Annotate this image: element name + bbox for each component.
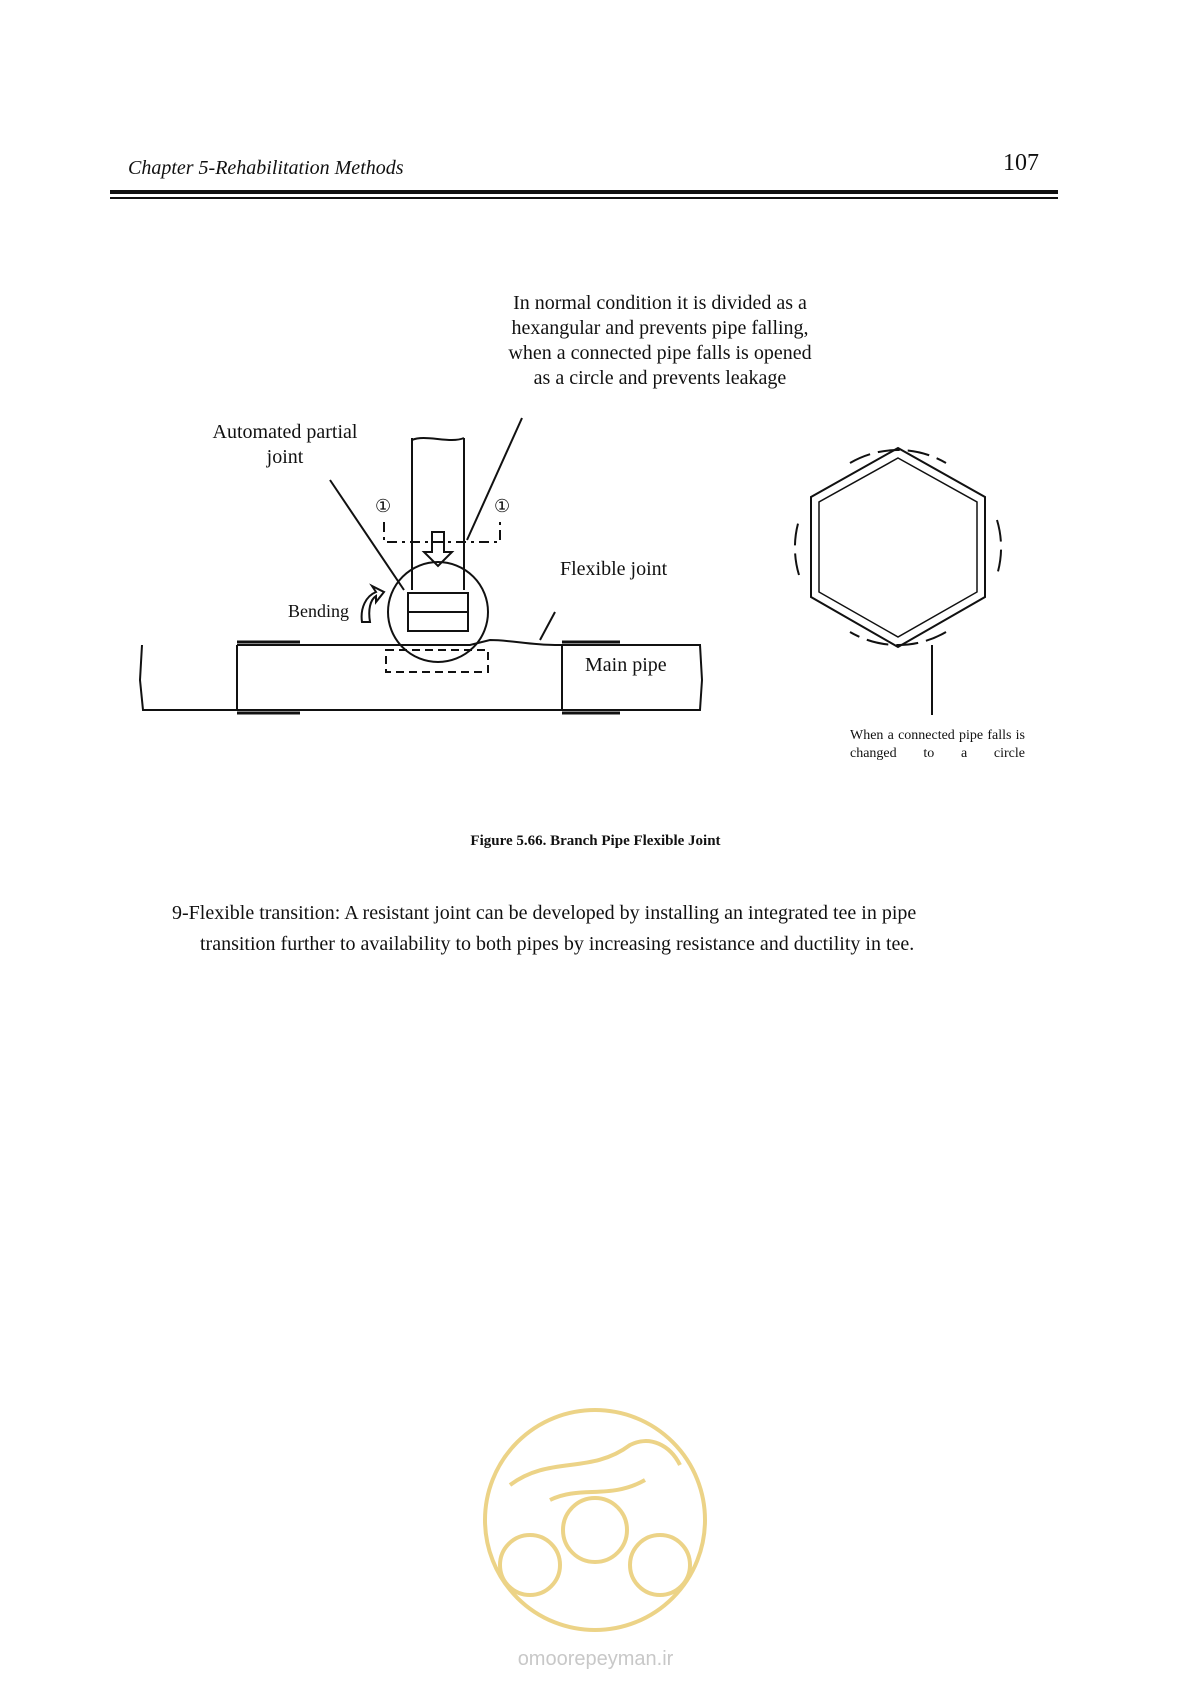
hexagon-section xyxy=(811,448,985,647)
gear-icon xyxy=(500,1535,560,1595)
label-circle-note: When a connected pipe falls is changed to a circle xyxy=(850,728,1025,761)
gear-icon-right xyxy=(630,1535,690,1595)
branch-pipe-diagram xyxy=(0,0,1191,820)
watermark-url: omoorepeyman.ir xyxy=(517,1648,674,1670)
bending-arrow-icon xyxy=(362,586,384,622)
label-normal-condition: In normal condition it is divided as a hexangular and prevents pipe falling, when a connected pipe falls is opened as a circle and prevents leakage xyxy=(508,292,812,389)
running-head: Chapter 5-Rehabilitation Methods xyxy=(128,157,404,179)
page-number: 107 xyxy=(1003,150,1039,176)
section-marker-left: ① xyxy=(375,496,392,516)
label-main-pipe: Main pipe xyxy=(585,654,667,676)
label-bending: Bending xyxy=(288,601,349,621)
section-markers xyxy=(375,496,510,516)
label-flexible-joint: Flexible joint xyxy=(560,558,668,580)
watermark-logo xyxy=(470,1405,720,1635)
figure-caption: Figure 5.66. Branch Pipe Flexible Joint xyxy=(470,833,721,849)
paragraph-line-1: 9-Flexible transition: A resistant joint can be developed by installing an integrated tee in pipe xyxy=(172,902,917,924)
label-automated-partial-joint: Automated partial joint xyxy=(212,421,358,468)
down-arrow-icon xyxy=(424,532,452,566)
section-marker-right: ① xyxy=(494,496,511,516)
paragraph-line-2: transition further to availability to both pipes by increasing resistance and ductility in tee. xyxy=(200,933,915,955)
gear-icon-center xyxy=(563,1498,627,1562)
